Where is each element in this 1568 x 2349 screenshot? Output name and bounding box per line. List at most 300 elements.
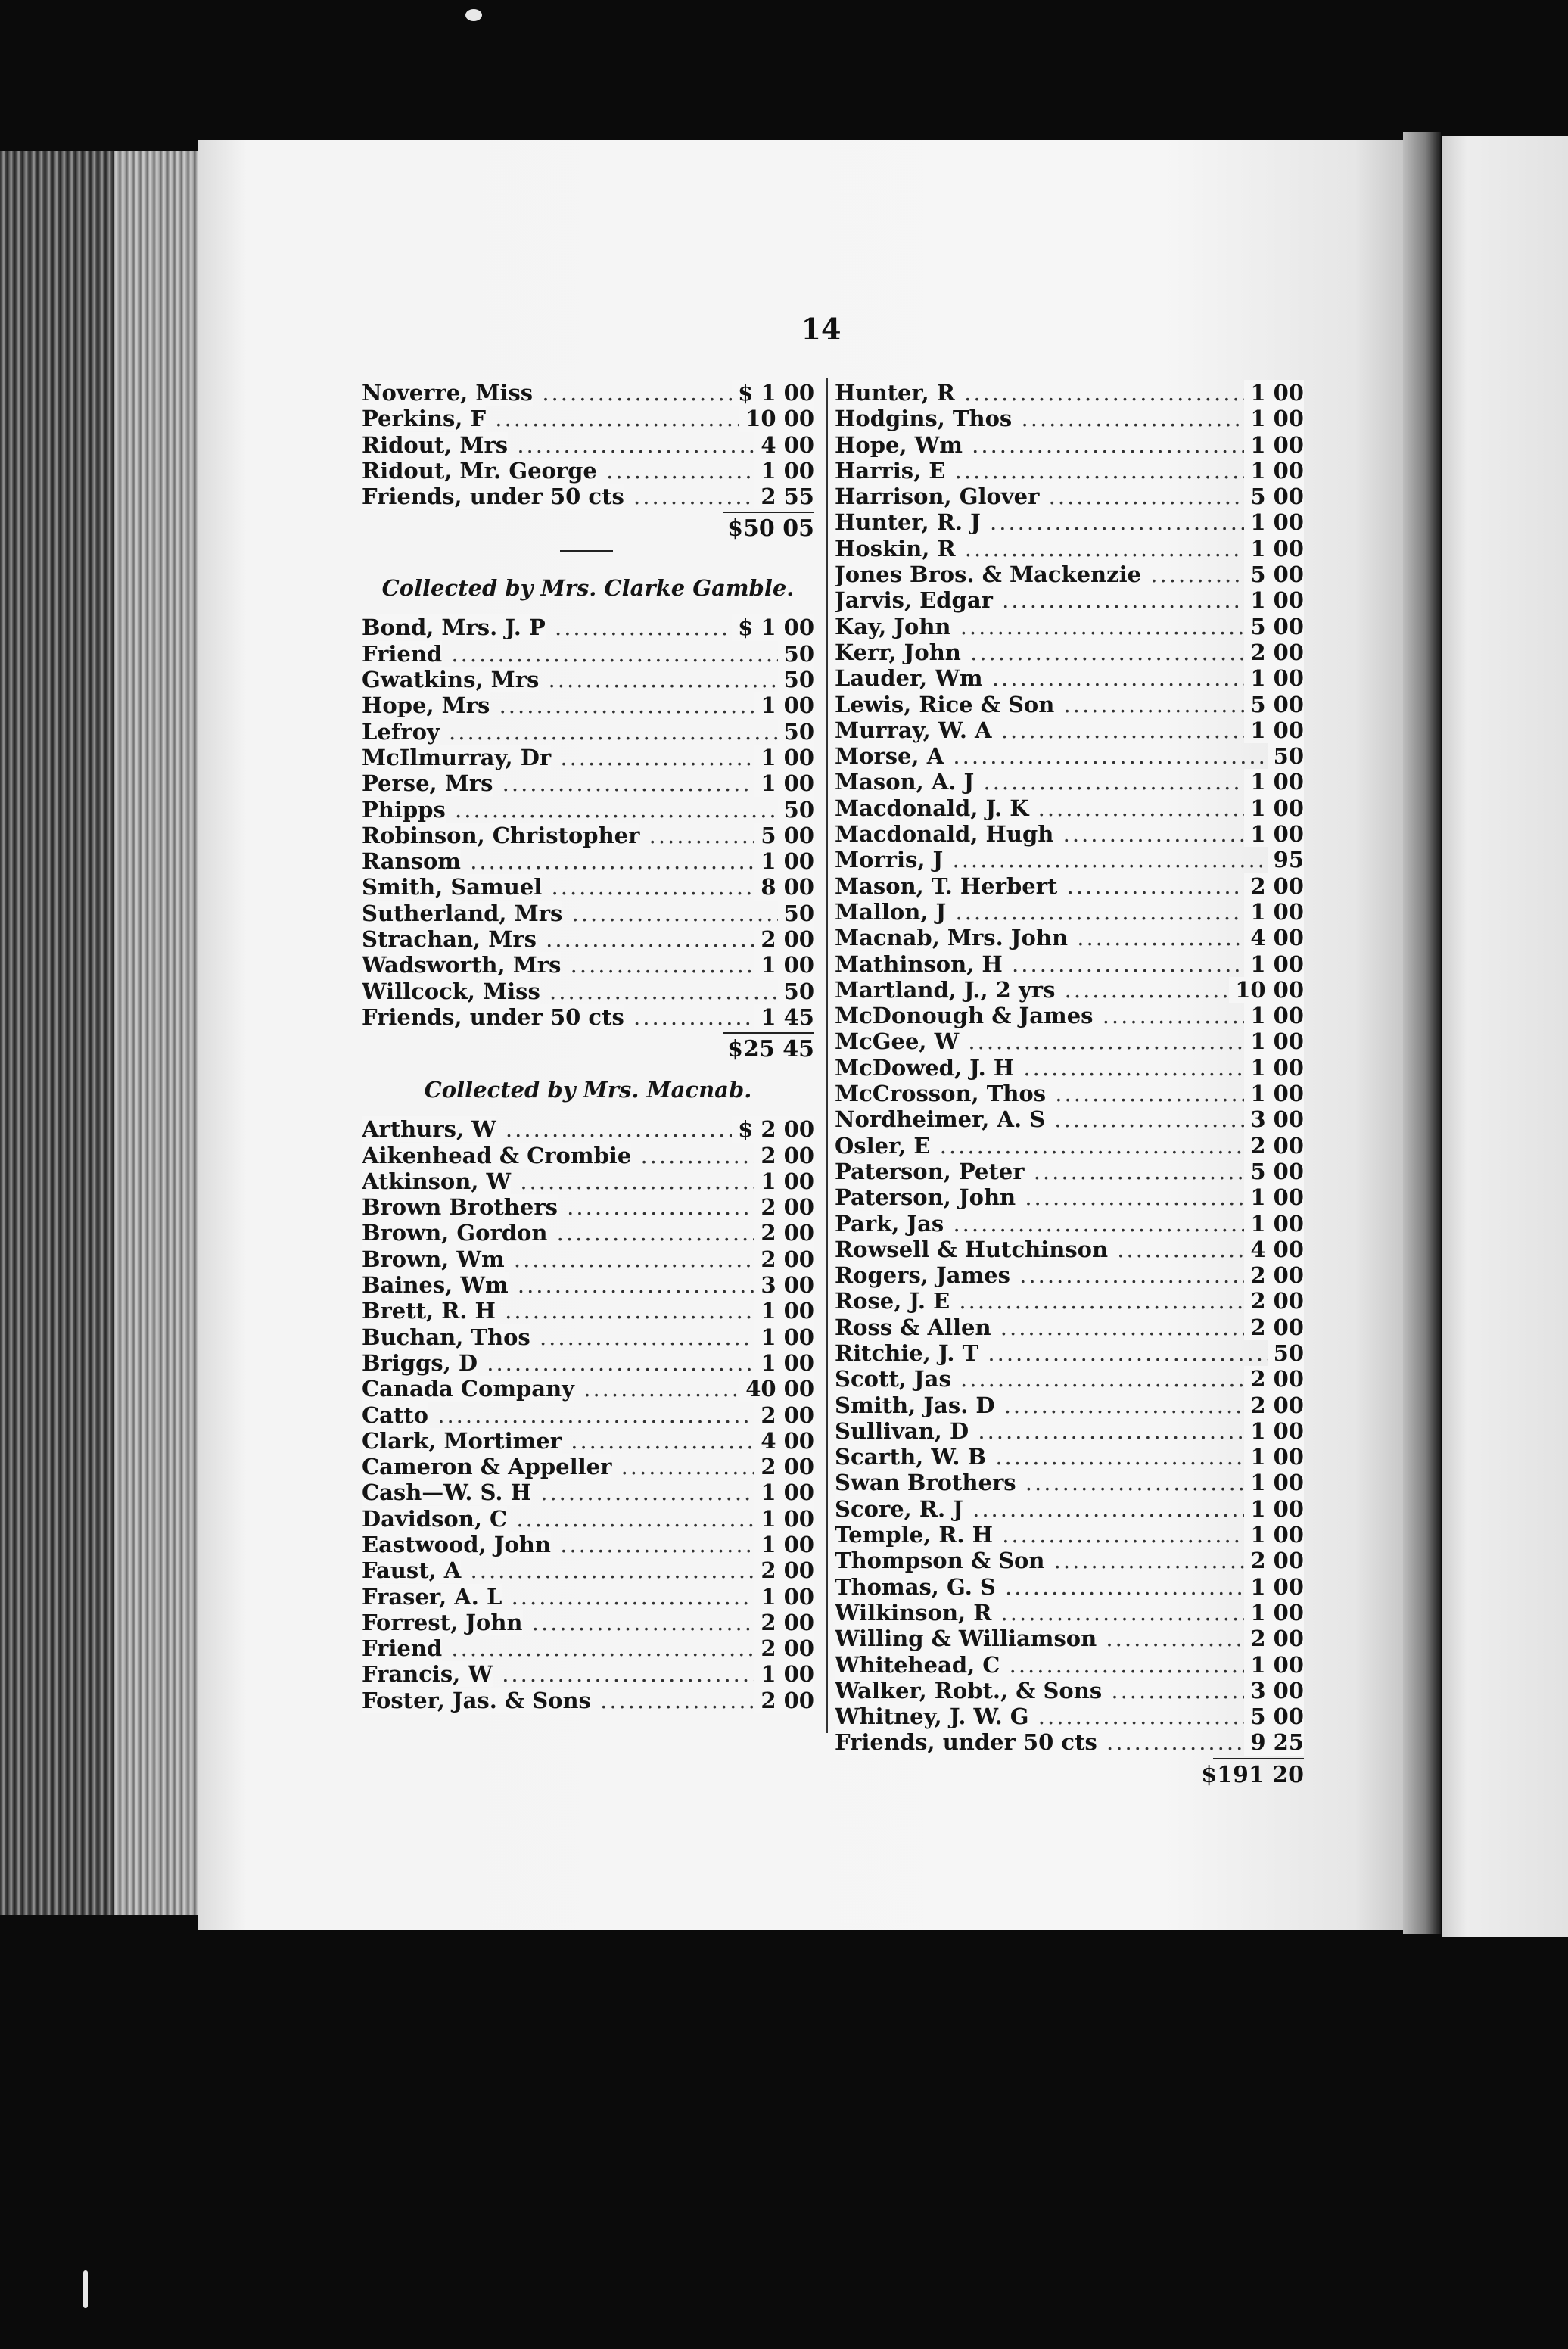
- entry-amount: 1 00: [1244, 1081, 1304, 1106]
- list-item: [835, 458, 1304, 484]
- entry-amount: 3 00: [1244, 1678, 1304, 1703]
- entry-amount: 1 00: [1244, 458, 1304, 484]
- entry-name: Harrison, Glover: [835, 484, 1040, 510]
- list-item: [835, 1678, 1304, 1703]
- list-item: [835, 1418, 1304, 1444]
- entry-name: Osler, E: [835, 1132, 931, 1159]
- entry-amount: 1 00: [1244, 1003, 1304, 1028]
- list-item: [835, 717, 1304, 743]
- entry-name: Paterson, Peter: [835, 1158, 1025, 1184]
- entry-name: Ross & Allen: [835, 1314, 991, 1340]
- list-item: [362, 1324, 814, 1350]
- entry-name: Baines, Wm: [362, 1272, 509, 1299]
- entry-name: Hodgins, Thos: [835, 406, 1013, 432]
- entry-amount: 1 00: [1244, 717, 1304, 743]
- entry-name: Scott, Jas: [835, 1366, 951, 1392]
- list-item: [362, 1168, 814, 1194]
- list-item: [835, 1626, 1304, 1651]
- list-item: [835, 1574, 1304, 1600]
- entry-name: Friend: [362, 1635, 443, 1662]
- dust-speck: [465, 9, 482, 21]
- entry-amount: 1 00: [1244, 1055, 1304, 1081]
- entry-amount: 1 00: [1244, 1470, 1304, 1495]
- list-item: [362, 1143, 814, 1168]
- entry-name: Ransom: [362, 848, 461, 875]
- entry-amount: 1 00: [1244, 1496, 1304, 1522]
- entry-name: Hope, Wm: [835, 431, 963, 458]
- section-heading: Collected by Mrs. Clarke Gamble.: [381, 575, 795, 602]
- list-item: [835, 1003, 1304, 1028]
- entry-name: Jarvis, Edgar: [835, 587, 993, 614]
- entry-amount: 4 00: [1244, 925, 1304, 950]
- entry-name: Hope, Mrs: [362, 692, 490, 719]
- entry-name: Friend: [362, 640, 443, 667]
- list-item: [362, 745, 814, 770]
- list-item: [835, 587, 1304, 613]
- list-item: [362, 874, 814, 900]
- entry-amount: 1 00: [1244, 795, 1304, 821]
- entry-amount: 2 00: [1244, 1288, 1304, 1314]
- list-item: [362, 926, 814, 952]
- entry-name: Perse, Mrs: [362, 770, 493, 797]
- entry-amount: 1 00: [1244, 432, 1304, 458]
- entry-name: McDonough & James: [835, 1003, 1094, 1029]
- entry-amount: 50: [1268, 1340, 1304, 1366]
- list-item: [835, 899, 1304, 925]
- list-item: [835, 1703, 1304, 1729]
- list-item: [362, 848, 814, 874]
- entry-name: Temple, R. H: [835, 1522, 994, 1548]
- entry-amount: 2 00: [754, 1610, 814, 1635]
- entry-name: McCrosson, Thos: [835, 1081, 1047, 1107]
- list-item: [835, 847, 1304, 873]
- entry-name: Brown Brothers: [362, 1194, 558, 1221]
- entry-name: Robinson, Christopher: [362, 822, 640, 848]
- list-item: [362, 1506, 814, 1532]
- entry-name: Thomas, G. S: [835, 1573, 996, 1600]
- entry-name: Cash—W. S. H: [362, 1479, 532, 1506]
- entry-amount: 5 00: [1244, 1159, 1304, 1184]
- entry-name: Ridout, Mr. George: [362, 457, 597, 484]
- entry-name: McIlmurray, Dr: [362, 744, 552, 770]
- list-item: [835, 1652, 1304, 1678]
- list-item: [835, 743, 1304, 769]
- total-rule: [723, 512, 814, 513]
- entry-name: Wilkinson, R: [835, 1599, 992, 1626]
- entry-name: Fraser, A. L: [362, 1583, 502, 1610]
- list-item: [835, 977, 1304, 1003]
- entry-amount: 50: [778, 901, 814, 926]
- dust-speck: [83, 2270, 88, 2308]
- list-item: [362, 1194, 814, 1220]
- entry-name: Whitney, J. W. G: [835, 1703, 1029, 1730]
- entry-name: Willing & Williamson: [835, 1626, 1097, 1652]
- list-item: [835, 1522, 1304, 1548]
- entry-name: Phipps: [362, 796, 446, 823]
- entry-name: Sullivan, D: [835, 1417, 969, 1444]
- entry-amount: 2 00: [754, 1557, 814, 1583]
- entry-amount: 2 00: [754, 1220, 814, 1246]
- left-column: [362, 380, 814, 1713]
- list-item: [362, 1532, 814, 1557]
- entry-amount: 95: [1268, 847, 1304, 873]
- entry-amount: $ 1 00: [732, 380, 814, 406]
- entry-amount: 2 00: [754, 1402, 814, 1428]
- entry-amount: 1 00: [754, 1324, 814, 1350]
- list-item: [362, 719, 814, 745]
- list-item: [362, 1688, 814, 1713]
- column-divider: [826, 378, 828, 1733]
- list-item: [362, 1557, 814, 1583]
- entry-name: Paterson, John: [835, 1184, 1016, 1211]
- entry-name: Park, Jas: [835, 1210, 944, 1237]
- list-item: [362, 458, 814, 484]
- gutter-shadow: [1403, 132, 1441, 1934]
- list-item: [362, 1220, 814, 1246]
- entry-amount: 2 00: [1244, 1548, 1304, 1573]
- list-item: [835, 1392, 1304, 1418]
- list-item: [362, 952, 814, 978]
- list-item: [362, 901, 814, 926]
- entry-name: Briggs, D: [362, 1349, 478, 1376]
- right-column: [835, 380, 1304, 1789]
- entry-amount: 2 00: [1244, 639, 1304, 665]
- entry-amount: 2 00: [1244, 1626, 1304, 1651]
- entry-amount: 50: [778, 719, 814, 745]
- entry-amount: 1 00: [754, 1479, 814, 1505]
- page-edges-highlight: [114, 151, 201, 1915]
- list-item: [835, 1081, 1304, 1106]
- entry-name: Martland, J., 2 yrs: [835, 976, 1056, 1003]
- list-item: [835, 1106, 1304, 1132]
- entry-name: Brown, Wm: [362, 1246, 505, 1272]
- list-item: [835, 1444, 1304, 1470]
- entry-name: Hunter, R. J: [835, 509, 981, 536]
- entry-amount: 1 00: [754, 770, 814, 796]
- entry-amount: 4 00: [1244, 1237, 1304, 1262]
- list-item: [835, 1548, 1304, 1573]
- total-amount: $25 45: [727, 1036, 814, 1063]
- entry-amount: 2 00: [754, 1246, 814, 1272]
- entry-amount: 1 00: [754, 952, 814, 978]
- entry-name: Hoskin, R: [835, 535, 956, 562]
- list-item: [362, 1661, 814, 1687]
- list-item: [362, 1272, 814, 1298]
- entry-name: Kay, John: [835, 613, 951, 639]
- entry-amount: 1 00: [1244, 406, 1304, 431]
- entry-amount: 2 00: [754, 1194, 814, 1220]
- entry-amount: 2 00: [754, 1143, 814, 1168]
- entry-name: Sutherland, Mrs: [362, 900, 563, 926]
- entry-amount: 1 00: [754, 1532, 814, 1557]
- entry-name: McDowed, J. H: [835, 1054, 1015, 1081]
- entry-name: Walker, Robt., & Sons: [835, 1677, 1103, 1703]
- entry-name: Cameron & Appeller: [362, 1454, 612, 1480]
- entry-name: Gwatkins, Mrs: [362, 667, 540, 693]
- list-item: [362, 1402, 814, 1428]
- list-item: [835, 1055, 1304, 1081]
- list-item: [362, 770, 814, 796]
- list-item: [835, 795, 1304, 821]
- entry-name: Francis, W: [362, 1661, 493, 1688]
- list-item: [835, 484, 1304, 509]
- list-item: [362, 432, 814, 458]
- list-item: [835, 1600, 1304, 1626]
- entry-amount: 1 00: [754, 692, 814, 718]
- entry-amount: 2 00: [1244, 1366, 1304, 1392]
- entry-name: Friends, under 50 cts: [362, 1003, 624, 1030]
- list-item: [362, 1584, 814, 1610]
- list-item: [835, 1184, 1304, 1210]
- entry-amount: 1 00: [1244, 1028, 1304, 1054]
- entry-amount: 40 00: [739, 1376, 814, 1402]
- list-item: [835, 951, 1304, 977]
- list-item: [362, 1004, 814, 1030]
- entry-amount: 1 00: [754, 458, 814, 484]
- entry-name: Hunter, R: [835, 380, 955, 406]
- entry-amount: $ 2 00: [732, 1116, 814, 1142]
- list-item: [362, 614, 814, 640]
- entry-name: Rogers, James: [835, 1262, 1010, 1289]
- entry-amount: 2 00: [754, 1688, 814, 1713]
- entry-name: Brown, Gordon: [362, 1220, 548, 1246]
- entry-amount: 10 00: [739, 406, 814, 431]
- entry-amount: 50: [778, 667, 814, 692]
- entry-name: Arthurs, W: [362, 1116, 496, 1143]
- entry-amount: 10 00: [1229, 977, 1304, 1003]
- entry-amount: 1 00: [1244, 1600, 1304, 1626]
- entry-amount: 1 00: [1244, 509, 1304, 535]
- list-item: [835, 1470, 1304, 1495]
- entry-name: Buchan, Thos: [362, 1324, 530, 1350]
- list-item: [835, 821, 1304, 847]
- entry-name: Harris, E: [835, 457, 946, 484]
- list-item: [835, 1496, 1304, 1522]
- entry-name: Friends, under 50 cts: [362, 484, 624, 510]
- entry-name: Macnab, Mrs. John: [835, 925, 1069, 951]
- entry-amount: 1 00: [1244, 1522, 1304, 1548]
- entry-name: Lauder, Wm: [835, 665, 983, 692]
- entry-name: Morse, A: [835, 743, 944, 770]
- list-item: [835, 1315, 1304, 1340]
- list-item: [835, 1366, 1304, 1392]
- separator-dash: [560, 550, 613, 552]
- section-total: [362, 1030, 814, 1063]
- entry-amount: 3 00: [1244, 1106, 1304, 1132]
- list-item: [835, 1262, 1304, 1288]
- section-separator: [362, 543, 814, 562]
- entry-amount: 1 00: [754, 745, 814, 770]
- entry-name: Mason, A. J: [835, 769, 975, 795]
- list-item: [362, 1635, 814, 1661]
- entry-amount: 1 00: [1244, 1184, 1304, 1210]
- entry-name: Atkinson, W: [362, 1168, 512, 1194]
- entry-amount: 1 00: [754, 1168, 814, 1194]
- facing-page-edge: [1442, 136, 1568, 1937]
- entry-name: Kerr, John: [835, 639, 961, 665]
- list-item: [362, 1350, 814, 1376]
- entry-amount: 8 00: [754, 874, 814, 900]
- entry-amount: 50: [778, 641, 814, 667]
- list-item: [835, 769, 1304, 795]
- list-item: [362, 1116, 814, 1142]
- list-item: [362, 667, 814, 692]
- entry-name: Ritchie, J. T: [835, 1339, 979, 1366]
- list-item: [362, 1479, 814, 1505]
- list-item: [835, 1211, 1304, 1237]
- list-item: [835, 639, 1304, 665]
- section-heading: Collected by Mrs. Macnab.: [424, 1077, 752, 1103]
- entry-name: Clark, Mortimer: [362, 1427, 562, 1454]
- entry-name: Catto: [362, 1402, 429, 1428]
- entry-name: Whitehead, C: [835, 1651, 1000, 1678]
- entry-name: Scarth, W. B: [835, 1444, 987, 1470]
- entry-name: Bond, Mrs. J. P: [362, 614, 546, 641]
- entry-name: Mason, T. Herbert: [835, 873, 1058, 899]
- entry-amount: 3 00: [754, 1272, 814, 1298]
- entry-amount: 4 00: [754, 1428, 814, 1454]
- entry-amount: 1 00: [1244, 380, 1304, 406]
- entry-amount: 2 00: [754, 926, 814, 952]
- list-item: [362, 1246, 814, 1272]
- entry-amount: 2 00: [1244, 1315, 1304, 1340]
- entry-amount: 2 00: [754, 1454, 814, 1479]
- entry-name: Davidson, C: [362, 1505, 508, 1532]
- entry-name: Swan Brothers: [835, 1470, 1016, 1496]
- entry-amount: 1 00: [754, 1661, 814, 1687]
- entry-name: Lewis, Rice & Son: [835, 691, 1055, 717]
- list-item: [835, 1159, 1304, 1184]
- entry-amount: 2 55: [754, 484, 814, 509]
- list-item: [835, 1028, 1304, 1054]
- entry-amount: 2 00: [1244, 1262, 1304, 1288]
- entry-amount: 1 00: [1244, 821, 1304, 847]
- entry-name: Jones Bros. & Mackenzie: [835, 562, 1142, 588]
- entry-amount: 1 45: [754, 1004, 814, 1030]
- entry-amount: 1 00: [1244, 1652, 1304, 1678]
- entry-name: Ridout, Mrs: [362, 431, 509, 458]
- entry-amount: 1 00: [1244, 1418, 1304, 1444]
- list-item: [835, 406, 1304, 431]
- entry-amount: 5 00: [1244, 562, 1304, 587]
- entry-name: Strachan, Mrs: [362, 926, 537, 953]
- entry-amount: 1 00: [1244, 536, 1304, 562]
- entry-name: Aikenhead & Crombie: [362, 1142, 632, 1168]
- entry-amount: 1 00: [754, 1506, 814, 1532]
- entry-name: Faust, A: [362, 1557, 462, 1584]
- list-item: [835, 692, 1304, 717]
- list-item: [362, 1298, 814, 1324]
- list-item: [835, 509, 1304, 535]
- total-rule: [1213, 1758, 1304, 1759]
- list-item: [835, 536, 1304, 562]
- entry-amount: 1 00: [754, 1298, 814, 1324]
- list-item: [362, 1610, 814, 1635]
- section-total: [835, 1756, 1304, 1789]
- entry-amount: 5 00: [1244, 692, 1304, 717]
- total-amount: $191 20: [1201, 1761, 1304, 1788]
- entry-amount: 2 00: [754, 1635, 814, 1661]
- entry-amount: 1 00: [1244, 769, 1304, 795]
- entry-name: Thompson & Son: [835, 1548, 1045, 1574]
- total-amount: $50 05: [727, 515, 814, 543]
- entry-name: Rowsell & Hutchinson: [835, 1236, 1109, 1262]
- entry-name: Noverre, Miss: [362, 380, 534, 406]
- entry-name: Smith, Jas. D: [835, 1392, 995, 1418]
- entry-amount: 2 00: [1244, 1392, 1304, 1418]
- entry-amount: 4 00: [754, 432, 814, 458]
- list-item: [362, 1376, 814, 1402]
- list-item: [835, 432, 1304, 458]
- entry-amount: 50: [1268, 743, 1304, 769]
- list-item: [835, 1237, 1304, 1262]
- list-item: [835, 1340, 1304, 1366]
- entry-name: Score, R. J: [835, 1495, 963, 1522]
- entry-amount: 1 00: [754, 1584, 814, 1610]
- entry-amount: 1 00: [1244, 899, 1304, 925]
- entry-amount: 1 00: [1244, 587, 1304, 613]
- entry-amount: 1 00: [754, 1350, 814, 1376]
- entry-amount: $ 1 00: [732, 614, 814, 640]
- list-item: [362, 823, 814, 848]
- entry-name: Macdonald, Hugh: [835, 821, 1054, 848]
- list-item: [835, 1729, 1304, 1755]
- list-item: [362, 641, 814, 667]
- entry-name: Morris, J: [835, 847, 944, 873]
- entry-name: Smith, Samuel: [362, 874, 543, 901]
- entry-amount: 5 00: [1244, 614, 1304, 639]
- entry-amount: 5 00: [1244, 484, 1304, 509]
- list-item: [362, 1428, 814, 1454]
- page-number: 14: [801, 312, 842, 346]
- list-item: [835, 1288, 1304, 1314]
- entry-amount: 1 00: [1244, 665, 1304, 691]
- list-item: [362, 1454, 814, 1479]
- entry-name: McGee, W: [835, 1028, 960, 1055]
- entry-name: Foster, Jas. & Sons: [362, 1687, 591, 1713]
- entry-amount: 2 00: [1244, 873, 1304, 899]
- entry-amount: 1 00: [754, 848, 814, 874]
- list-item: [835, 614, 1304, 639]
- list-item: [362, 380, 814, 406]
- entry-name: Perkins, F: [362, 406, 487, 432]
- entry-amount: 5 00: [754, 823, 814, 848]
- entry-name: Mathinson, H: [835, 950, 1003, 977]
- list-item: [835, 665, 1304, 691]
- list-item: [835, 1133, 1304, 1159]
- entry-name: Lefroy: [362, 718, 440, 745]
- section-total: [362, 509, 814, 543]
- list-item: [835, 925, 1304, 950]
- total-rule: [723, 1032, 814, 1034]
- list-item: [362, 978, 814, 1004]
- entry-name: Willcock, Miss: [362, 978, 540, 1004]
- entry-amount: 1 00: [1244, 951, 1304, 977]
- list-item: [835, 873, 1304, 899]
- entry-name: Wadsworth, Mrs: [362, 952, 562, 978]
- entry-name: Brett, R. H: [362, 1298, 496, 1324]
- entry-name: Murray, W. A: [835, 717, 992, 743]
- list-item: [362, 797, 814, 823]
- entry-name: Forrest, John: [362, 1609, 523, 1635]
- list-item: [835, 562, 1304, 587]
- entry-name: Macdonald, J. K: [835, 795, 1029, 821]
- entry-name: Nordheimer, A. S: [835, 1106, 1046, 1133]
- entry-name: Friends, under 50 cts: [835, 1729, 1097, 1756]
- list-item: [362, 484, 814, 509]
- entry-amount: 1 00: [1244, 1574, 1304, 1600]
- entry-amount: 50: [778, 978, 814, 1004]
